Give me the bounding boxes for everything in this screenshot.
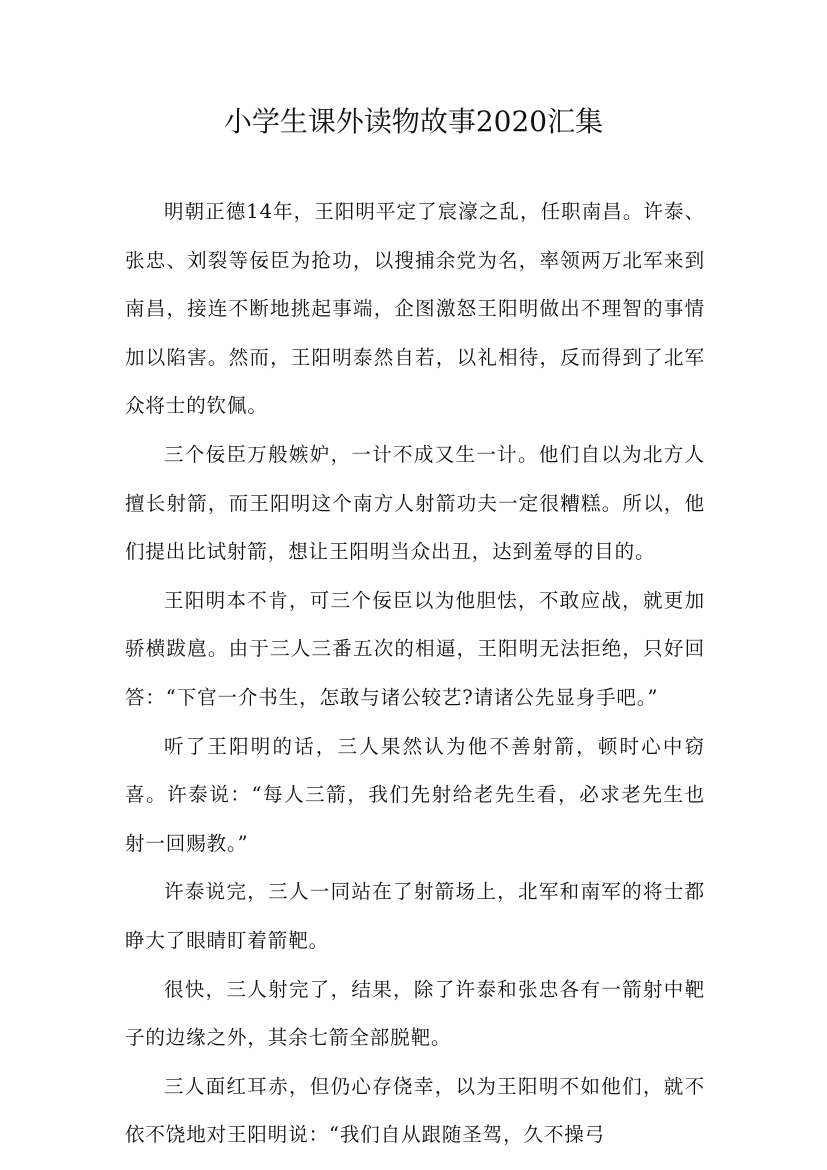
paragraph-2: 三个佞臣万般嫉妒，一计不成又生一计。他们自以为北方人擅长射箭，而王阳明这个南方人射箭功夫一定很糟糕。所以，他们提出比试射箭，想让王阳明当众出丑，达到羞辱的目的。 [125,442,705,564]
paragraph-7: 三人面红耳赤，但仍心存侥幸，以为王阳明不如他们，就不依不饶地对王阳明说：“我们自从跟随圣驾，久不操弓 [125,1074,705,1147]
document-title: 小学生课外读物故事2020汇集 [223,105,604,138]
document-body [125,188,705,1160]
paragraph-5: 许泰说完，三人一同站在了射箭场上，北军和南军的将士都睁大了眼睛盯着箭靶。 [125,880,705,952]
paragraph-4: 听了王阳明的话，三人果然认为他不善射箭，顿时心中窃喜。许泰说：“每人三箭，我们先射给老先生看，必求老先生也射一回赐教。” [125,734,705,855]
paragraph-1: 明朝正德14年，王阳明平定了宸濠之乱，任职南昌。许泰、张忠、刘裂等佞臣为抢功，以搜捕余党为名，率领两万北军来到南昌，接连不断地挑起事端，企图激怒王阳明做出不理智的事情加以陷害。然而，王阳明泰然自若，以礼相待，反而得到了北军众将士的钦佩。 [125,200,705,418]
paragraph-6: 很快，三人射完了，结果，除了许泰和张忠各有一箭射中靶子的边缘之外，其余七箭全部脱靶。 [125,977,705,1050]
paragraph-3: 王阳明本不肯，可三个佞臣以为他胆怯，不敢应战，就更加骄横跋扈。由于三人三番五次的相逼，王阳明无法拒绝，只好回答：“下官一介书生，怎敢与诸公较艺?请诸公先显身手吧。” [125,588,705,709]
